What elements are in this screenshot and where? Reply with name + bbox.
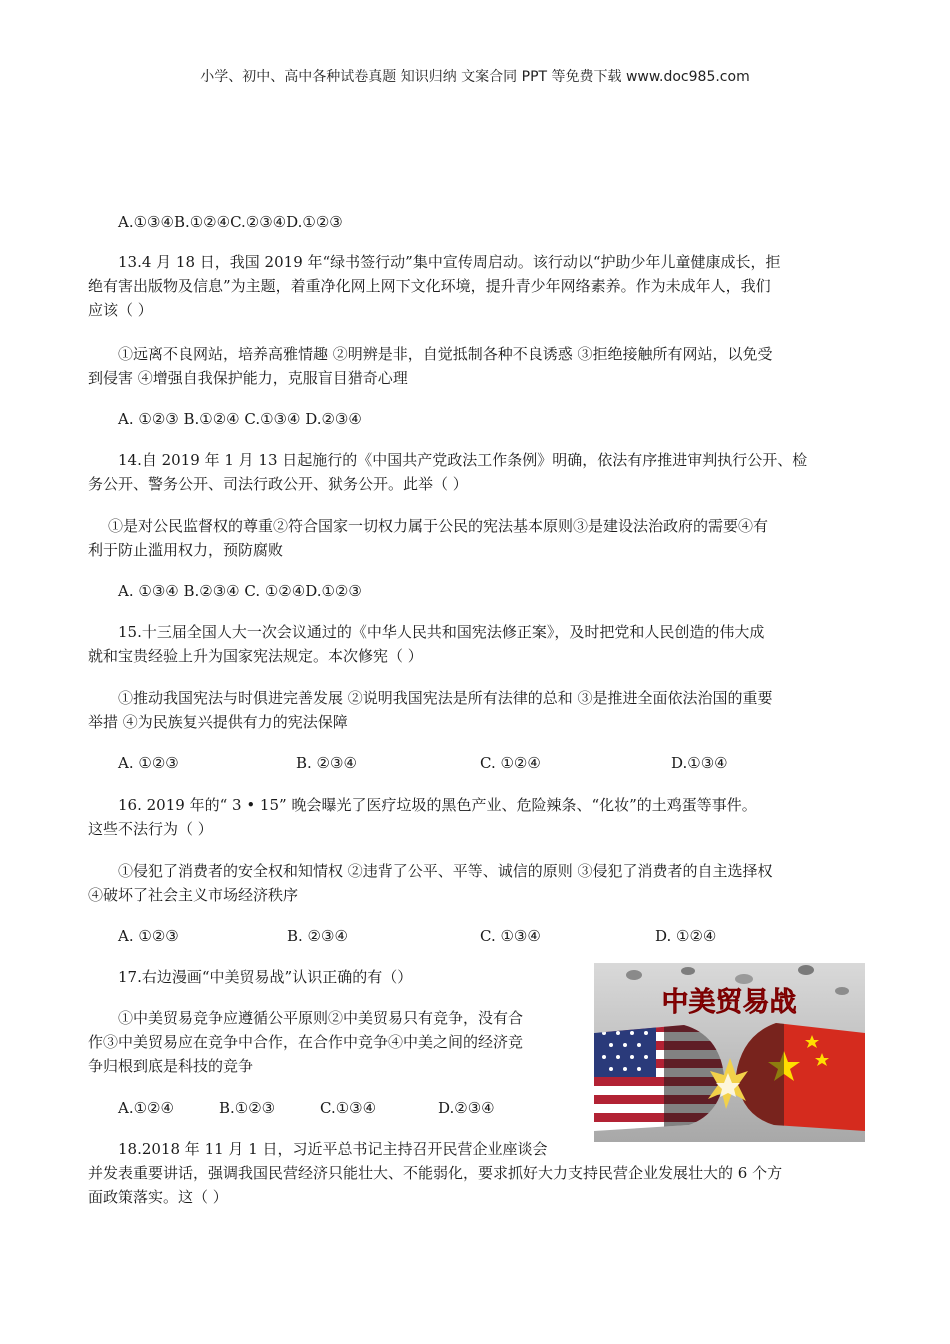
trade-war-cartoon-image (594, 963, 865, 1142)
q15-option-a: A. ①②③ (118, 754, 179, 772)
page-header: 小学、初中、高中各种试卷真题 知识归纳 文案合同 PPT 等免费下载 www.doc985.com (200, 69, 750, 85)
q14-items-line-2: 利于防止滥用权力，预防腐败 (88, 541, 284, 559)
q15-items-line-2: 举措 ④为民族复兴提供有力的宪法保障 (88, 713, 348, 731)
q17-stem: 17.右边漫画“中美贸易战”认识正确的有（） (118, 968, 413, 986)
q13-stem-line-1: 13.4 月 18 日，我国 2019 年“绿书签行动”集中宣传周启动。该行动以“护助少年儿童健康成长，拒 (118, 253, 781, 271)
q15-stem-line-1: 15.十三届全国人大一次会议通过的《中华人民共和国宪法修正案》，及时把党和人民创造的伟大成 (118, 623, 765, 641)
q15-option-b: B. ②③④ (296, 754, 357, 772)
q17-option-b: B.①②③ (219, 1099, 276, 1117)
cartoon-title: 中美贸易战 (661, 987, 797, 1018)
q12-options: A.①③④B.①②④C.②③④D.①②③ (118, 213, 343, 231)
q16-option-b: B. ②③④ (287, 927, 348, 945)
q13-items-line-2: 到侵害 ④增强自我保护能力，克服盲目猎奇心理 (88, 369, 408, 387)
q16-option-c: C. ①③④ (480, 927, 541, 945)
q15-items-line-1: ①推动我国宪法与时俱进完善发展 ②说明我国宪法是所有法律的总和 ③是推进全面依法治国的重要 (118, 689, 773, 707)
q13-items-line-1: ①远离不良网站，培养高雅情趣 ②明辨是非，自觉抵制各种不良诱惑 ③拒绝接触所有网站，以免受 (118, 345, 773, 363)
q17-option-a: A.①②④ (118, 1099, 174, 1117)
q18-stem-line-3: 面政策落实。这（ ） (88, 1188, 228, 1206)
q17-items-line-3: 争归根到底是科技的竞争 (88, 1057, 254, 1075)
q14-stem-line-2: 务公开、警务公开、司法行政公开、狱务公开。此举（ ） (88, 475, 468, 493)
q15-option-c: C. ①②④ (480, 754, 541, 772)
q13-stem-line-2: 绝有害出版物及信息”为主题，着重净化网上网下文化环境，提升青少年网络素养。作为未成年人，我们 (88, 277, 771, 295)
q16-items-line-1: ①侵犯了消费者的安全权和知情权 ②违背了公平、平等、诚信的原则 ③侵犯了消费者的自主选择权 (118, 862, 773, 880)
q17-option-c: C.①③④ (320, 1099, 377, 1117)
q17-items-line-2: 作③中美贸易应在竞争中合作，在合作中竞争④中美之间的经济竞 (88, 1033, 524, 1051)
q18-stem-line-2: 并发表重要讲话，强调我国民营经济只能壮大、不能弱化，要求抓好大力支持民营企业发展壮大的 6 个方 (88, 1164, 783, 1182)
q16-option-a: A. ①②③ (118, 927, 179, 945)
q17-items-line-1: ①中美贸易竞争应遵循公平原则②中美贸易只有竞争，没有合 (118, 1009, 524, 1027)
q16-option-d: D. ①②④ (655, 927, 717, 945)
q14-stem-line-1: 14.自 2019 年 1 月 13 日起施行的《中国共产党政法工作条例》明确，依法有序推进审判执行公开、检 (118, 451, 808, 469)
q14-items-line-1: ①是对公民监督权的尊重②符合国家一切权力属于公民的宪法基本原则③是建设法治政府的需要④有 (108, 517, 769, 535)
q15-stem-line-2: 就和宝贵经验上升为国家宪法规定。本次修宪（ ） (88, 647, 423, 665)
q17-option-d: D.②③④ (438, 1099, 495, 1117)
q16-stem-line-2: 这些不法行为（ ） (88, 820, 213, 838)
q18-stem-line-1: 18.2018 年 11 月 1 日，习近平总书记主持召开民营企业座谈会 (118, 1140, 548, 1158)
q15-options (0, 753, 950, 773)
q15-option-d: D.①③④ (671, 754, 728, 772)
q16-options (0, 926, 950, 946)
q13-options: A. ①②③ B.①②④ C.①③④ D.②③④ (118, 410, 362, 428)
q16-stem-line-1: 16. 2019 年的“ 3 • 15” 晚会曝光了医疗垃圾的黑色产业、危险辣条、“化妆”的土鸡蛋等事件。 (118, 796, 757, 814)
q13-stem-line-3: 应该（ ） (88, 301, 153, 319)
q17-options (0, 1098, 590, 1118)
q16-items-line-2: ④破坏了社会主义市场经济秩序 (88, 886, 299, 904)
q14-options: A. ①③④ B.②③④ C. ①②④D.①②③ (118, 582, 362, 600)
